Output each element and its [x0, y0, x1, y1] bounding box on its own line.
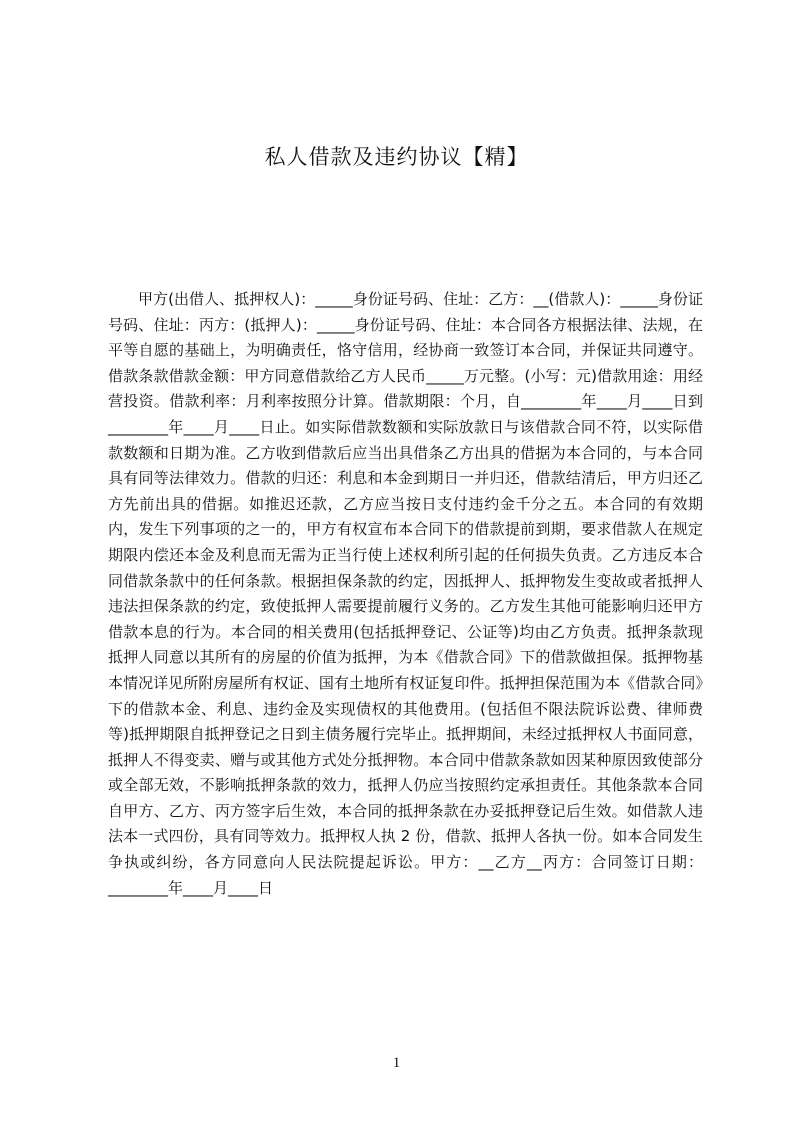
document-title: 私人借款及违约协议【精】	[264, 145, 529, 169]
page-number: 1	[392, 1055, 401, 1071]
document-body: 甲方(出借人、抵押权人)：_____身份证号码、住址：乙方：__(借款人)：_____身份证号码、住址：丙方：(抵押人)：_____身份证号码、住址：本合同各方根据法律、法规，在平等自愿的基础上，为明确责任，恪守信用，经协商一致签订本合同，并保证共同遵守。借款条款借款金额：甲方同意借款给乙方人民币_____万元整。(小写：元)借款用途：用经营投资。借款利率：月利率按照分计算。借款期限：个月，自________年____月____日到________年____月____日止。如实际借款数额和实际放款日与该借款合同不符，以实际借款数额和日期为准。乙方收到借款后应当出具借条乙方出具的借据为本合同的，与本合同具有同等法律效力。借款的归还：利息和本金到期日一并归还，借款结清后，甲方归还乙方先前出具的借据。如推迟还款，乙方应当按日支付违约金千分之五。本合同的有效期内，发生下列事项的之一的，甲方有权宣布本合同下的借款提前到期，要求借款人在规定期限内偿还本金及利息而无需为正当行使上述权利所引起的任何损失负责。乙方违反本合同借款条款中的任何条款。根据担保条款的约定，因抵押人、抵押物发生变故或者抵押人违法担保条款的约定，致使抵押人需要提前履行义务的。乙方发生其他可能影响归还甲方借款本息的行为。本合同的相关费用(包括抵押登记、公证等)均由乙方负责。抵押条款现抵押人同意以其所有的房屋的价值为抵押，为本《借款合同》下的借款做担保。抵押物基本情况详见所附房屋所有权证、国有土地所有权证复印件。抵押担保范围为本《借款合同》下的借款本金、利息、违约金及实现债权的其他费用。(包括但不限法院诉讼费、律师费等)抵押期限自抵押登记之日到主债务履行完毕止。抵押期间，未经过抵押权人书面同意，抵押人不得变卖、赠与或其他方式处分抵押物。本合同中借款条款如因某种原因致使部分或全部无效，不影响抵押条款的效力，抵押人仍应当按照约定承担责任。其他条款本合同自甲方、乙方、丙方签字后生效，本合同的抵押条款在办妥抵押登记后生效。如借款人违法本一式四份，具有同等效力。抵押权人执 2 份，借款、抵押人各执一份。如本合同发生争执或纠纷，各方同意向人民法院提起诉讼。甲方：__乙方__丙方：合同签订日期：________年____月____日	[108, 290, 703, 897]
